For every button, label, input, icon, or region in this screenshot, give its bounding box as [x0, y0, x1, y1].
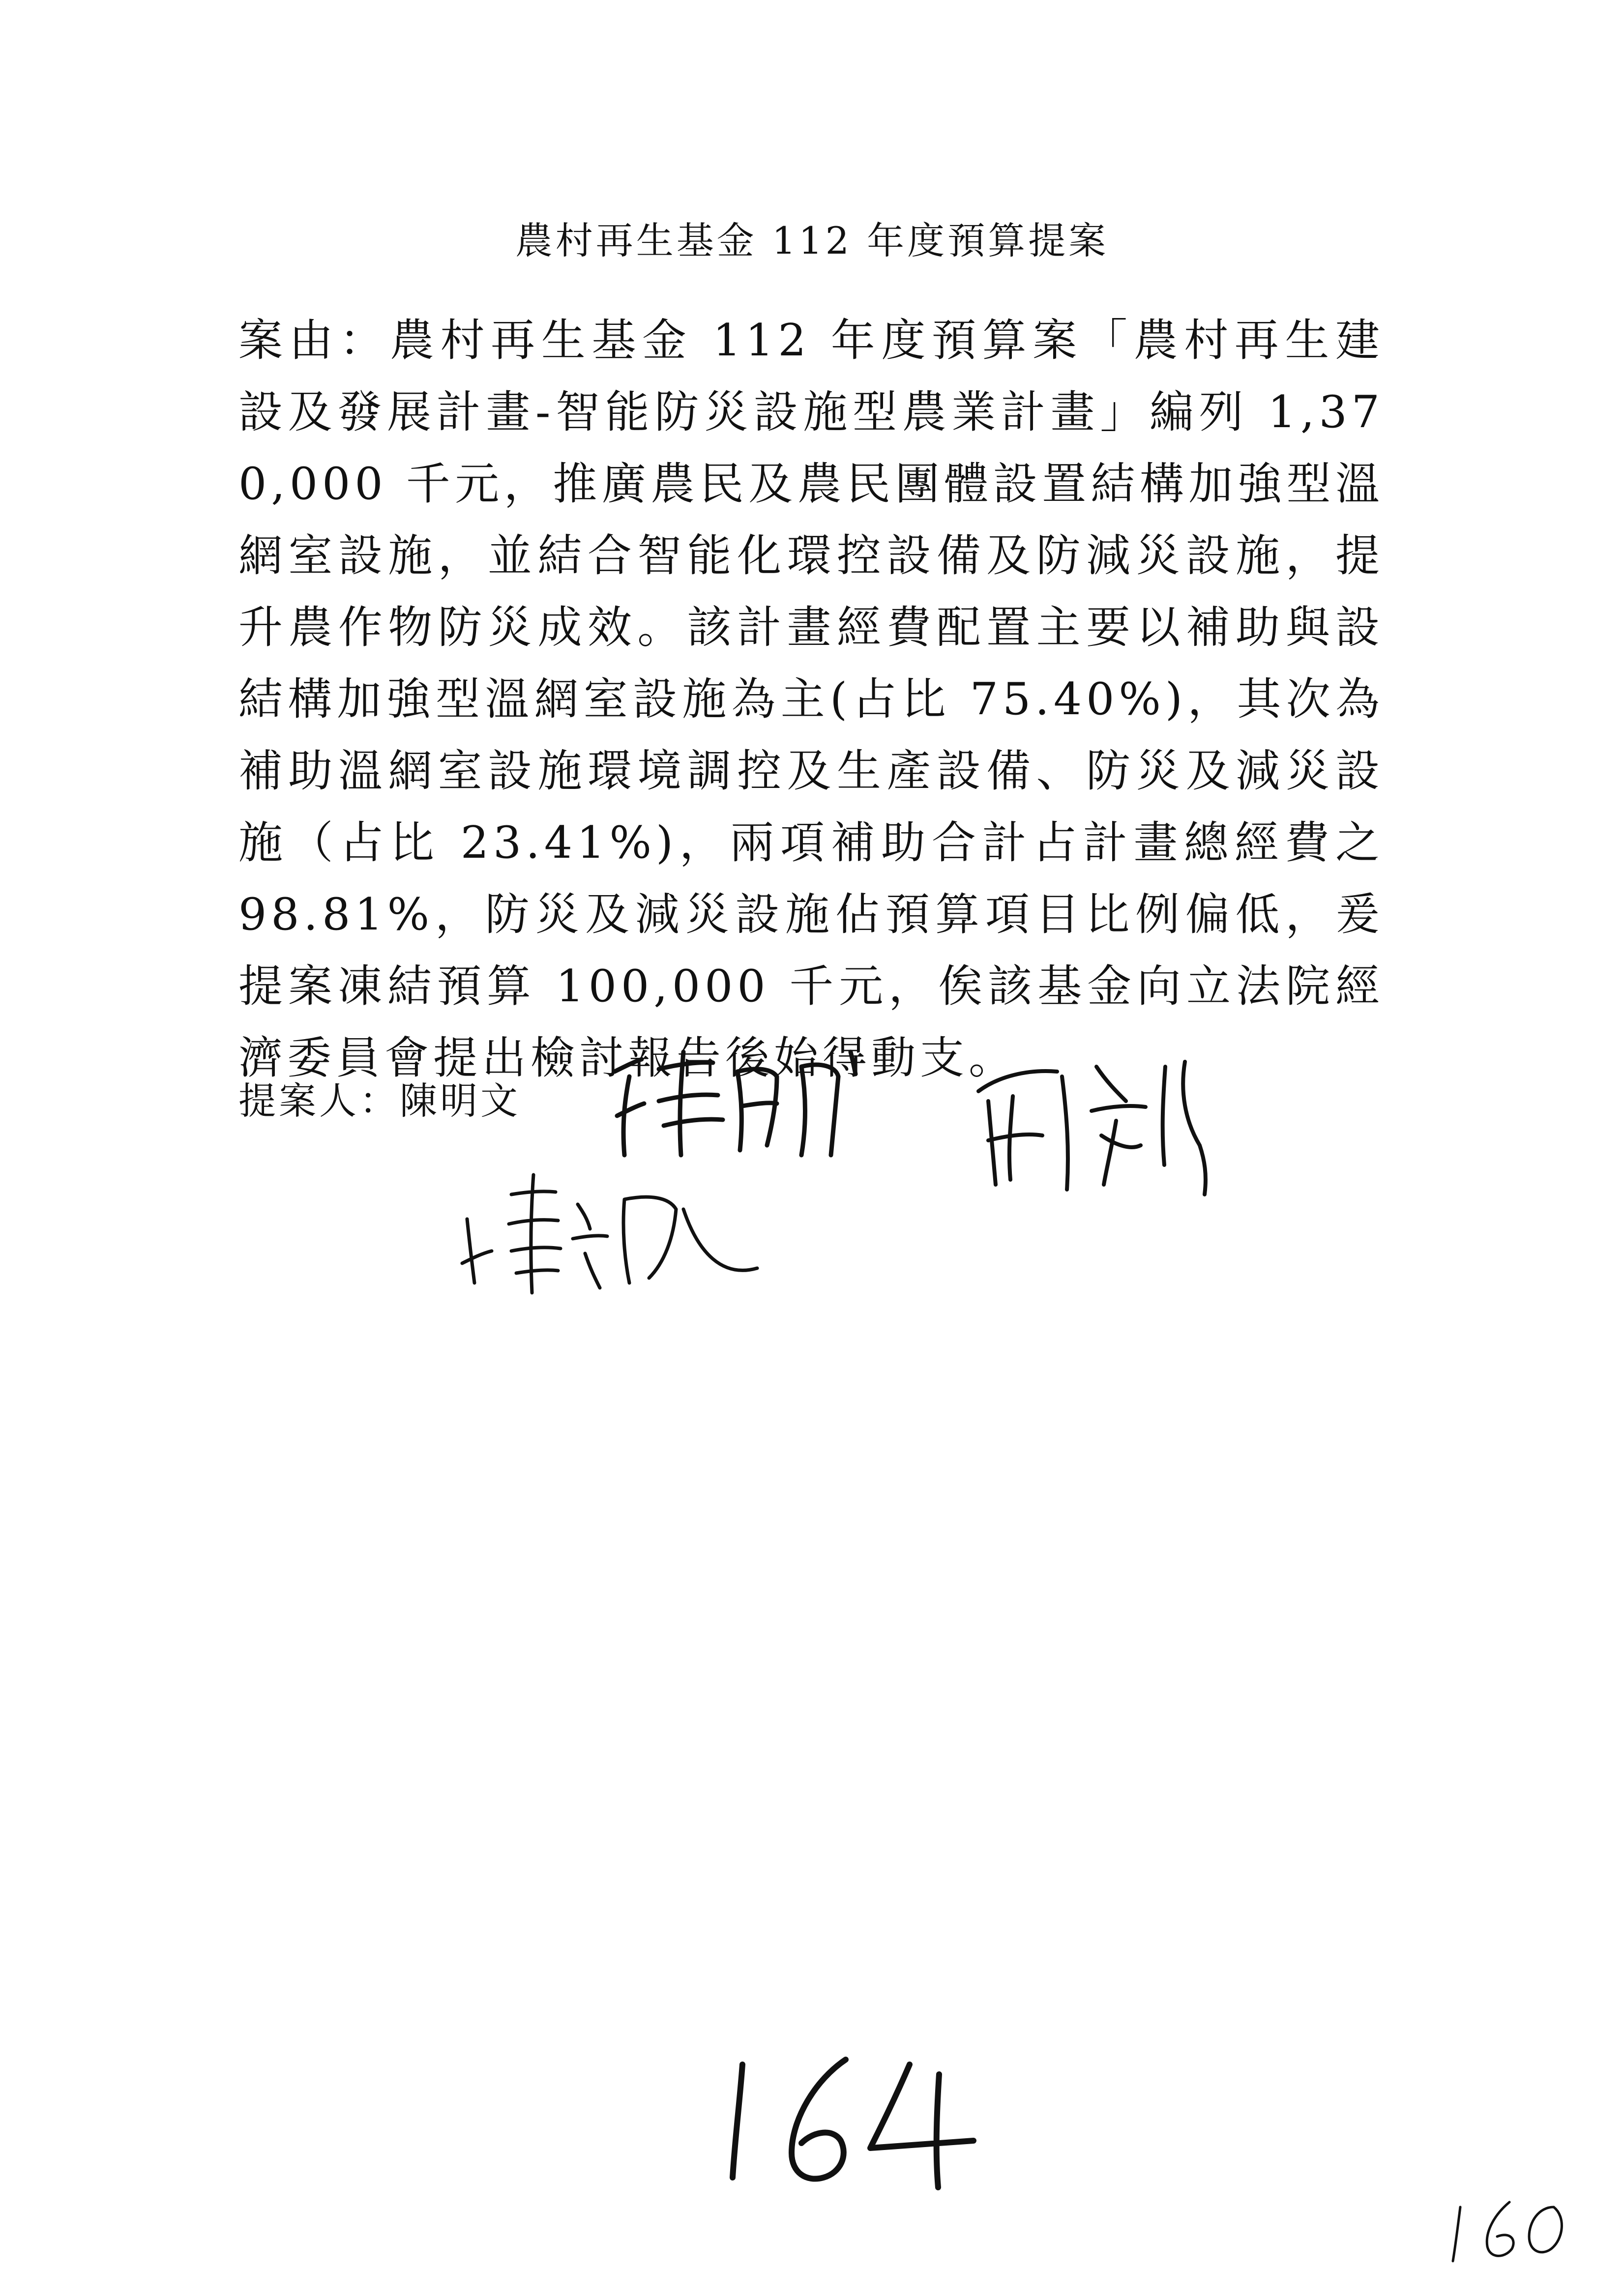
proposer-label: 提案人：陳明文: [238, 1079, 521, 1123]
handwritten-signature-2: [969, 1047, 1224, 1199]
document-title: 農村再生基金 112 年度預算提案: [515, 219, 1109, 262]
handwritten-archive-number: [1441, 2178, 1583, 2266]
motion-body-text: 案由：農村再生基金 112 年度預算案「農村再生建設及發展計畫-智能防災設施型農業計畫」編列 1,370,000 千元，推廣農民及農民團體設置結構加強型溫網室設施，並結合智能化環控設備及防減災設施，提升農作物防災成效。該計畫經費配置主要以補助與設結構加強型溫網室設施為主(占比 75.40%)，其次為補助溫網室設施環境調控及生產設備、防災及減災設施（占比 23.41%)，兩項補助合計占計畫總經費之 98.81%，防災及減災設施佔預算項目比例偏低，爰提案凍結預算 100,000 千元，俟該基金向立法院經濟委員會提出檢討報告後始得動支。: [238, 315, 1384, 1084]
handwritten-signature-1: [595, 1042, 870, 1170]
handwritten-page-number: [708, 2045, 983, 2192]
handwritten-signature-3: [452, 1165, 767, 1303]
